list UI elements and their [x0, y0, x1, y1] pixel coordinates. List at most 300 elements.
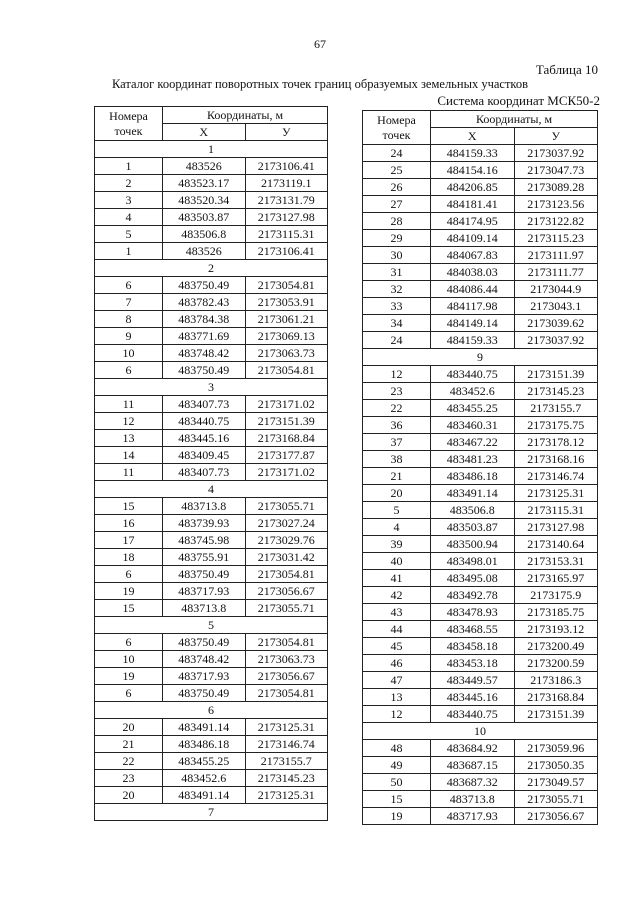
point-number: 36 [363, 417, 431, 434]
y-coordinate: 2173039.62 [514, 315, 598, 332]
x-coordinate: 483748.42 [163, 651, 246, 668]
point-number: 50 [363, 774, 431, 791]
section-row [95, 804, 328, 821]
x-coordinate: 483440.75 [431, 366, 515, 383]
table-row [95, 634, 328, 651]
x-coordinate: 483495.08 [431, 570, 515, 587]
point-number: 1 [95, 158, 163, 175]
point-number: 21 [95, 736, 163, 753]
table-row [95, 600, 328, 617]
y-coordinate: 2173127.98 [245, 209, 328, 226]
y-coordinate: 2173055.71 [245, 498, 328, 515]
point-number: 49 [363, 757, 431, 774]
x-coordinate: 483523.17 [163, 175, 246, 192]
y-coordinate: 2173055.71 [514, 791, 598, 808]
x-coordinate: 483445.16 [431, 689, 515, 706]
section-number: 3 [95, 379, 328, 396]
table-row [363, 264, 598, 281]
section-row [95, 141, 328, 158]
y-coordinate: 2173054.81 [245, 566, 328, 583]
y-coordinate: 2173115.31 [245, 226, 328, 243]
y-coordinate: 2173178.12 [514, 434, 598, 451]
y-coordinate: 2173055.71 [245, 600, 328, 617]
x-coordinate: 483478.93 [431, 604, 515, 621]
table-row [95, 413, 328, 430]
point-number: 37 [363, 434, 431, 451]
point-number: 11 [95, 464, 163, 481]
point-number: 46 [363, 655, 431, 672]
x-coordinate: 484174.95 [431, 213, 515, 230]
table-row [363, 179, 598, 196]
x-coordinate: 483506.8 [163, 226, 246, 243]
y-coordinate: 2173171.02 [245, 464, 328, 481]
y-coordinate: 2173119.1 [245, 175, 328, 192]
table-row [95, 192, 328, 209]
point-number: 18 [95, 549, 163, 566]
y-coordinate: 2173037.92 [514, 145, 598, 162]
table-row [95, 328, 328, 345]
table-row [363, 672, 598, 689]
x-coordinate: 483455.25 [163, 753, 246, 770]
x-coordinate: 483526 [163, 243, 246, 260]
table-row [363, 298, 598, 315]
x-coordinate: 483526 [163, 158, 246, 175]
table-row [363, 400, 598, 417]
point-number: 27 [363, 196, 431, 213]
table-row [363, 485, 598, 502]
table-row [363, 230, 598, 247]
x-coordinate: 483503.87 [163, 209, 246, 226]
x-coordinate: 483491.14 [431, 485, 515, 502]
point-number: 16 [95, 515, 163, 532]
table-row [363, 519, 598, 536]
table-row [95, 396, 328, 413]
x-coordinate: 483452.6 [431, 383, 515, 400]
table-row [363, 621, 598, 638]
table-row [95, 498, 328, 515]
table-row [95, 651, 328, 668]
table-row [363, 162, 598, 179]
y-coordinate: 2173054.81 [245, 277, 328, 294]
x-coordinate: 484109.14 [431, 230, 515, 247]
x-coordinate: 483486.18 [163, 736, 246, 753]
y-coordinate: 2173168.16 [514, 451, 598, 468]
point-number: 2 [95, 175, 163, 192]
x-coordinate: 483407.73 [163, 396, 246, 413]
point-number: 6 [95, 362, 163, 379]
y-coordinate: 2173056.67 [245, 583, 328, 600]
y-coordinate: 2173054.81 [245, 685, 328, 702]
x-coordinate: 483492.78 [431, 587, 515, 604]
point-number: 29 [363, 230, 431, 247]
point-number: 47 [363, 672, 431, 689]
point-number: 20 [95, 719, 163, 736]
x-coordinate: 483449.57 [431, 672, 515, 689]
table-row [363, 808, 598, 825]
x-coordinate: 483748.42 [163, 345, 246, 362]
point-number: 45 [363, 638, 431, 655]
point-header-line2: точек [114, 123, 143, 138]
point-number: 44 [363, 621, 431, 638]
table-row [95, 311, 328, 328]
table-row [363, 655, 598, 672]
point-number: 9 [95, 328, 163, 345]
point-number: 15 [95, 600, 163, 617]
table-row [363, 281, 598, 298]
y-coordinate: 2173125.31 [514, 485, 598, 502]
table-row [95, 753, 328, 770]
table-row [95, 583, 328, 600]
point-number: 6 [95, 277, 163, 294]
y-coordinate: 2173200.49 [514, 638, 598, 655]
point-number: 33 [363, 298, 431, 315]
point-number: 43 [363, 604, 431, 621]
table-row [95, 175, 328, 192]
table-row [363, 383, 598, 400]
y-coordinate: 2173043.1 [514, 298, 598, 315]
y-coordinate: 2173061.21 [245, 311, 328, 328]
table-row [363, 417, 598, 434]
y-coordinate: 2173049.57 [514, 774, 598, 791]
table-row [363, 366, 598, 383]
x-coordinate: 483409.45 [163, 447, 246, 464]
point-number: 26 [363, 179, 431, 196]
point-number: 14 [95, 447, 163, 464]
section-row [95, 702, 328, 719]
point-number: 39 [363, 536, 431, 553]
table-row [95, 532, 328, 549]
x-coordinate: 483784.38 [163, 311, 246, 328]
table-row [363, 570, 598, 587]
x-coordinate: 483506.8 [431, 502, 515, 519]
table-row [95, 294, 328, 311]
table-row [95, 787, 328, 804]
table-row [363, 196, 598, 213]
y-coordinate: 2173146.74 [514, 468, 598, 485]
point-number: 15 [95, 498, 163, 515]
x-coordinate: 483750.49 [163, 362, 246, 379]
x-coordinate: 483782.43 [163, 294, 246, 311]
table-row [363, 757, 598, 774]
y-coordinate: 2173127.98 [514, 519, 598, 536]
point-number: 23 [95, 770, 163, 787]
y-coordinate: 2173053.91 [245, 294, 328, 311]
point-number: 32 [363, 281, 431, 298]
y-coordinate: 2173125.31 [245, 719, 328, 736]
table-row [363, 791, 598, 808]
point-number: 25 [363, 162, 431, 179]
table-row [95, 668, 328, 685]
x-coordinate: 483407.73 [163, 464, 246, 481]
point-number: 8 [95, 311, 163, 328]
x-coordinate: 484154.16 [431, 162, 515, 179]
y-coordinate: 2173122.82 [514, 213, 598, 230]
point-header-line1: Номера [377, 112, 416, 127]
y-coordinate: 2173145.23 [514, 383, 598, 400]
table-row [95, 770, 328, 787]
y-coordinate: 2173059.96 [514, 740, 598, 757]
point-number: 40 [363, 553, 431, 570]
x-coordinate: 484206.85 [431, 179, 515, 196]
table-row [95, 243, 328, 260]
table-row [95, 685, 328, 702]
y-coordinate: 2173089.28 [514, 179, 598, 196]
x-coordinate: 483713.8 [163, 498, 246, 515]
x-coordinate: 483713.8 [431, 791, 515, 808]
y-coordinate: 2173056.67 [245, 668, 328, 685]
table-row [363, 434, 598, 451]
table-row [363, 774, 598, 791]
y-coordinate: 2173047.73 [514, 162, 598, 179]
y-header: У [245, 124, 328, 141]
x-coordinate: 483755.91 [163, 549, 246, 566]
point-number: 4 [95, 209, 163, 226]
x-coordinate: 484067.83 [431, 247, 515, 264]
x-coordinate: 483455.25 [431, 400, 515, 417]
x-coordinate: 483687.32 [431, 774, 515, 791]
table-row [363, 213, 598, 230]
table-row [363, 638, 598, 655]
y-coordinate: 2173140.64 [514, 536, 598, 553]
table-row [95, 515, 328, 532]
point-number: 19 [363, 808, 431, 825]
y-coordinate: 2173151.39 [245, 413, 328, 430]
y-coordinate: 2173111.77 [514, 264, 598, 281]
y-coordinate: 2173031.42 [245, 549, 328, 566]
y-coordinate: 2173155.7 [514, 400, 598, 417]
table-row [95, 447, 328, 464]
point-number: 28 [363, 213, 431, 230]
coords-header: Координаты, м [163, 107, 328, 124]
x-coordinate: 483745.98 [163, 532, 246, 549]
x-coordinate: 483445.16 [163, 430, 246, 447]
x-coordinate: 483458.18 [431, 638, 515, 655]
point-number: 12 [95, 413, 163, 430]
y-coordinate: 2173125.31 [245, 787, 328, 804]
point-number: 13 [363, 689, 431, 706]
point-number: 19 [95, 668, 163, 685]
table-row [95, 226, 328, 243]
y-coordinate: 2173175.9 [514, 587, 598, 604]
point-number: 5 [363, 502, 431, 519]
x-coordinate: 483713.8 [163, 600, 246, 617]
table-row [363, 315, 598, 332]
table-row [95, 549, 328, 566]
point-number: 42 [363, 587, 431, 604]
table-row [363, 145, 598, 162]
table-row [363, 536, 598, 553]
x-coordinate: 484117.98 [431, 298, 515, 315]
x-coordinate: 483486.18 [431, 468, 515, 485]
point-number: 22 [95, 753, 163, 770]
table-row [95, 736, 328, 753]
y-coordinate: 2173165.97 [514, 570, 598, 587]
y-coordinate: 2173037.92 [514, 332, 598, 349]
section-row [95, 260, 328, 277]
table-row [95, 345, 328, 362]
coordinates-table-left [94, 106, 328, 821]
y-coordinate: 2173131.79 [245, 192, 328, 209]
table-row [363, 468, 598, 485]
point-number: 38 [363, 451, 431, 468]
x-coordinate: 484159.33 [431, 145, 515, 162]
table-row [95, 209, 328, 226]
point-header-line2: точек [382, 127, 411, 142]
y-coordinate: 2173151.39 [514, 706, 598, 723]
point-number: 3 [95, 192, 163, 209]
y-coordinate: 2173050.35 [514, 757, 598, 774]
y-coordinate: 2173193.12 [514, 621, 598, 638]
table-row [95, 464, 328, 481]
point-number: 6 [95, 634, 163, 651]
y-coordinate: 2173177.87 [245, 447, 328, 464]
x-coordinate: 483684.92 [431, 740, 515, 757]
x-coordinate: 483750.49 [163, 277, 246, 294]
point-number: 41 [363, 570, 431, 587]
y-coordinate: 2173146.74 [245, 736, 328, 753]
point-number: 10 [95, 345, 163, 362]
x-coordinate: 483491.14 [163, 719, 246, 736]
section-number: 5 [95, 617, 328, 634]
point-number: 15 [363, 791, 431, 808]
y-coordinate: 2173106.41 [245, 243, 328, 260]
section-number: 7 [95, 804, 328, 821]
point-number: 6 [95, 566, 163, 583]
point-number: 5 [95, 226, 163, 243]
x-coordinate: 483717.93 [431, 808, 515, 825]
point-header-line1: Номера [109, 108, 148, 123]
point-number: 20 [95, 787, 163, 804]
point-number: 17 [95, 532, 163, 549]
x-header: Х [431, 128, 515, 145]
point-number: 48 [363, 740, 431, 757]
point-number: 12 [363, 366, 431, 383]
y-coordinate: 2173115.23 [514, 230, 598, 247]
coords-header: Координаты, м [431, 111, 598, 128]
y-coordinate: 2173171.02 [245, 396, 328, 413]
point-number: 21 [363, 468, 431, 485]
y-coordinate: 2173056.67 [514, 808, 598, 825]
point-number: 12 [363, 706, 431, 723]
x-coordinate: 483467.22 [431, 434, 515, 451]
y-coordinate: 2173106.41 [245, 158, 328, 175]
y-coordinate: 2173063.73 [245, 345, 328, 362]
x-coordinate: 483453.18 [431, 655, 515, 672]
x-coordinate: 483460.31 [431, 417, 515, 434]
table-row [95, 566, 328, 583]
section-number: 4 [95, 481, 328, 498]
point-number: 24 [363, 332, 431, 349]
y-coordinate: 2173111.97 [514, 247, 598, 264]
section-row [95, 617, 328, 634]
x-coordinate: 483440.75 [431, 706, 515, 723]
x-coordinate: 483687.15 [431, 757, 515, 774]
x-coordinate: 484149.14 [431, 315, 515, 332]
x-header: Х [163, 124, 246, 141]
y-coordinate: 2173063.73 [245, 651, 328, 668]
table-row [95, 719, 328, 736]
coordinates-table-right [362, 110, 598, 825]
y-coordinate: 2173044.9 [514, 281, 598, 298]
section-row [363, 723, 598, 740]
table-row [363, 587, 598, 604]
section-number: 10 [363, 723, 598, 740]
point-number: 10 [95, 651, 163, 668]
point-number: 19 [95, 583, 163, 600]
y-coordinate: 2173115.31 [514, 502, 598, 519]
point-number: 6 [95, 685, 163, 702]
table-row [363, 706, 598, 723]
x-coordinate: 483739.93 [163, 515, 246, 532]
point-number: 7 [95, 294, 163, 311]
table-row [95, 430, 328, 447]
table-row [363, 247, 598, 264]
y-coordinate: 2173054.81 [245, 362, 328, 379]
x-coordinate: 484038.03 [431, 264, 515, 281]
y-coordinate: 2173069.13 [245, 328, 328, 345]
x-coordinate: 483452.6 [163, 770, 246, 787]
table-row [363, 740, 598, 757]
y-coordinate: 2173145.23 [245, 770, 328, 787]
point-number: 11 [95, 396, 163, 413]
x-coordinate: 484181.41 [431, 196, 515, 213]
page-number: 67 [314, 37, 326, 51]
table-row [363, 451, 598, 468]
section-row [95, 379, 328, 396]
table-row [363, 502, 598, 519]
x-coordinate: 483771.69 [163, 328, 246, 345]
y-coordinate: 2173185.75 [514, 604, 598, 621]
x-coordinate: 483503.87 [431, 519, 515, 536]
y-coordinate: 2173153.31 [514, 553, 598, 570]
point-number: 20 [363, 485, 431, 502]
table-row [363, 332, 598, 349]
x-coordinate: 484086.44 [431, 281, 515, 298]
y-coordinate: 2173155.7 [245, 753, 328, 770]
y-coordinate: 2173168.84 [514, 689, 598, 706]
y-coordinate: 2173175.75 [514, 417, 598, 434]
point-number: 23 [363, 383, 431, 400]
table-row [95, 158, 328, 175]
y-header: У [514, 128, 598, 145]
point-number: 1 [95, 243, 163, 260]
table-row [95, 277, 328, 294]
y-coordinate: 2173054.81 [245, 634, 328, 651]
x-coordinate: 483481.23 [431, 451, 515, 468]
table-row [363, 604, 598, 621]
section-row [363, 349, 598, 366]
section-number: 2 [95, 260, 328, 277]
section-number: 9 [363, 349, 598, 366]
x-coordinate: 483750.49 [163, 566, 246, 583]
point-number: 22 [363, 400, 431, 417]
point-header [95, 107, 163, 141]
x-coordinate: 483491.14 [163, 787, 246, 804]
point-number: 13 [95, 430, 163, 447]
point-header [363, 111, 431, 145]
y-coordinate: 2173027.24 [245, 515, 328, 532]
point-number: 30 [363, 247, 431, 264]
table-row [363, 553, 598, 570]
x-coordinate: 484159.33 [431, 332, 515, 349]
y-coordinate: 2173186.3 [514, 672, 598, 689]
table-row [363, 689, 598, 706]
x-coordinate: 483750.49 [163, 685, 246, 702]
coordinate-system-label: Система координат МСК50-2 [437, 93, 600, 108]
table-label: Таблица 10 [535, 62, 598, 77]
section-number: 1 [95, 141, 328, 158]
x-coordinate: 483500.94 [431, 536, 515, 553]
